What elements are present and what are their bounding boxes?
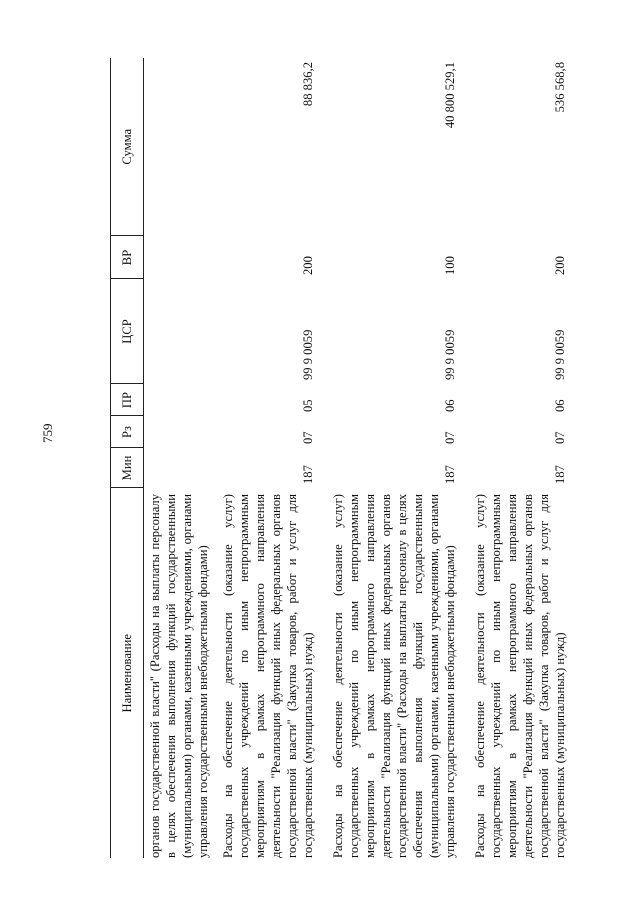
header-vr: ВР	[111, 236, 144, 279]
table-header-row	[111, 58, 144, 858]
table-row-continuation	[144, 58, 215, 858]
header-rz: Рз	[111, 416, 144, 448]
header-pr: ПР	[111, 384, 144, 416]
row-vr: 100	[443, 256, 457, 275]
row-csr: 99 9 0059	[301, 329, 315, 380]
row-pr: 06	[443, 399, 457, 412]
continuation-text: органов государственной власти" (Расходы на выплаты персоналу в целях обеспечения выполнения функций государственными (муниципальными) органами, казенными учреждениями, органами управления государственными внебюджетными фондами)	[148, 494, 210, 858]
row-sum: 40 800 529,1	[443, 62, 457, 129]
table-row	[214, 58, 324, 858]
row-csr: 99 9 0059	[553, 329, 567, 380]
row-rz: 07	[553, 431, 567, 444]
row-rz: 07	[301, 431, 315, 444]
row-min: 187	[553, 465, 567, 484]
row-vr: 200	[301, 256, 315, 275]
row-sum: 536 568,8	[553, 62, 567, 113]
header-name: Наименование	[120, 634, 134, 713]
row-name: Расходы на обеспечение деятельности (оказание услуг) государственных учреждений по иным непрограммным мероприятиям в рамках непрограммного направления деятельности "Реализация функций иных федеральных органов государственной власти" (Закупка товаров, работ и услуг для государственных (муниципальных) нужд)	[221, 494, 315, 858]
row-rz: 07	[443, 431, 457, 444]
row-min: 187	[443, 465, 457, 484]
table-row	[466, 58, 576, 858]
row-name: Расходы на обеспечение деятельности (оказание услуг) государственных учреждений по иным непрограммным мероприятиям в рамках непрограммного направления деятельности "Реализация функций иных федеральных органов государственной власти" (Расходы на выплаты персоналу в целях обеспечения выполнения функций государственными (муниципальными) органами, казенными учреждениями, органами управления государственными внебюджетными фондами)	[331, 494, 457, 858]
row-name: Расходы на обеспечение деятельности (оказание услуг) государственных учреждений по иным непрограммным мероприятиям в рамках непрограммного направления деятельности "Реализация функций иных федеральных органов государственной власти" (Закупка товаров, работ и услуг для государственных (муниципальных) нужд)	[473, 494, 567, 858]
header-csr: ЦСР	[111, 279, 144, 384]
row-csr: 99 9 0059	[443, 329, 457, 380]
header-sum: Сумма	[111, 58, 144, 236]
page-number: 759	[40, 423, 55, 443]
row-sum: 88 836,2	[301, 62, 315, 107]
row-pr: 06	[553, 399, 567, 412]
budget-table	[110, 58, 576, 858]
row-pr: 05	[301, 399, 315, 412]
header-min: Мин	[111, 448, 144, 488]
row-min: 187	[301, 465, 315, 484]
row-vr: 200	[553, 256, 567, 275]
rotated-page	[110, 58, 610, 858]
table-row	[324, 58, 466, 858]
